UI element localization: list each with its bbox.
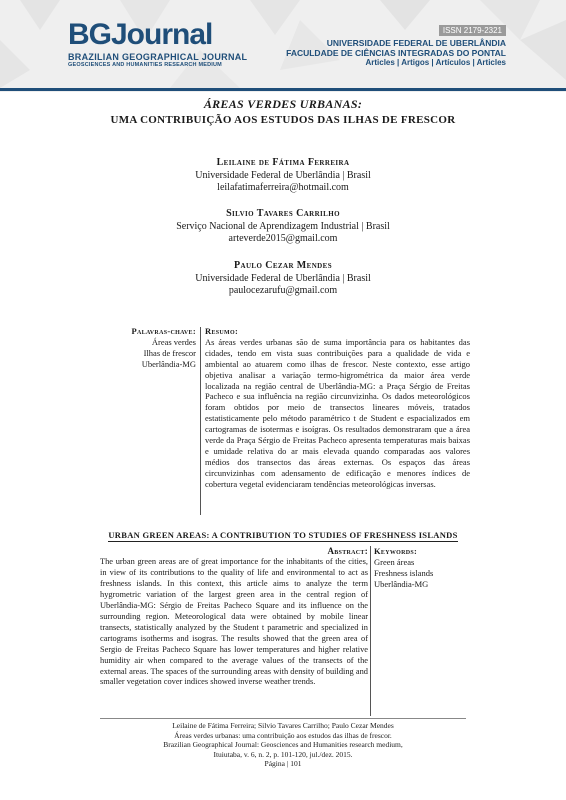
keywords-label: Keywords:	[374, 546, 418, 556]
issn-badge: ISSN 2179-2321	[439, 25, 506, 36]
english-title	[0, 530, 566, 540]
author-block	[0, 208, 566, 246]
article-subtitle: UMA CONTRIBUIÇÃO AOS ESTUDOS DAS ILHAS DE FRESCOR	[110, 114, 456, 126]
abstract-label: Abstract:	[327, 546, 368, 556]
keyword-item: Freshness islands	[374, 568, 434, 578]
resumo-text: As áreas verdes urbanas são de suma importância para os habitantes das cidades, tendo em vista suas contribuições para a qualidade de vida e ambiental ao atuarem como ilhas de frescor. Neste contexto, esse artigo objetiva analisar a variação termo-higrométrica da maior área verde localizada na região central de Uberlândia-MG: a Praça Sérgio de Freitas Pacheco e sua influência na região circunvizinha. Os dados meteorológicos foram obtidos por meio de transectos lineares móveis, tratados estatisticamente pelo método paramétrico t de Student e espacializados em cartogramas de isotermas e isoígras. Os resultados demonstraram que a área verde da Praça Sérgio de Freitas Pacheco apresenta temperaturas mais baixas e umidade relativa do ar mais elevada quando comparadas aos valores médios dos transectos das áreas externas. Os espaços das áreas circunvizinhas com adensamento de edificação e menores índices de cobertura vegetal evidenciaram tendências meteorológicas inversas.	[205, 336, 470, 489]
author-email: paulocezarufu@gmail.com	[228, 285, 338, 296]
section-label: Articles | Artigos | Artículos | Articles	[365, 58, 506, 67]
resumo-label: Resumo:	[205, 326, 239, 336]
keyword-item: Áreas verdes	[151, 337, 196, 347]
faculty-name: FACULDADE DE CIÊNCIAS INTEGRADAS DO PONTAL	[286, 48, 506, 58]
author-name: Silvio Tavares Carrilho	[226, 208, 340, 219]
keyword-item: Green áreas	[374, 557, 415, 567]
author-name: Paulo Cezar Mendes	[234, 260, 332, 271]
author-affiliation: Universidade Federal de Uberlândia | Brasil	[195, 169, 371, 181]
header-divider	[0, 88, 566, 91]
column-divider	[370, 546, 371, 716]
journal-info	[286, 20, 506, 68]
author-block	[0, 157, 566, 195]
citation-footer	[0, 721, 566, 769]
author-email: leilafatimaferreira@hotmail.com	[217, 182, 349, 193]
author-block	[0, 260, 566, 298]
journal-logo	[68, 20, 247, 68]
footer-divider	[100, 718, 466, 719]
logo-tagline: GEOSCIENCES AND HUMANITIES RESEARCH MEDIUM	[68, 62, 222, 68]
keyword-item: Uberlândia-MG	[141, 359, 196, 369]
logo-subtitle: BRAZILIAN GEOGRAPHICAL JOURNAL	[68, 52, 248, 62]
article-title: ÁREAS VERDES URBANAS:	[203, 97, 363, 111]
author-name: Leilaine de Fátima Ferreira	[216, 157, 350, 168]
keyword-item: Uberlândia-MG	[374, 579, 429, 589]
logo-title: BGJournal	[68, 18, 213, 51]
footer-authors: Leilaine de Fátima Ferreira; Silvio Tavares Carrilho; Paulo Cezar Mendes	[172, 721, 394, 730]
keywords	[374, 546, 484, 590]
column-divider	[200, 327, 201, 515]
resumo-section	[205, 326, 470, 490]
author-affiliation: Serviço Nacional de Aprendizagem Industrial | Brasil	[176, 220, 390, 232]
footer-journal: Brazilian Geographical Journal: Geosciences and Humanities research medium,	[163, 740, 403, 750]
page-number: Página | 101	[264, 759, 302, 769]
footer-volume: Ituiutaba, v. 6, n. 2, p. 101-120, jul./dez. 2015.	[213, 749, 353, 759]
palavras-chave-label: Palavras-chave:	[131, 326, 196, 336]
author-email: arteverde2015@gmail.com	[228, 233, 338, 244]
abstract-text: The urban green areas are of great importance for the inhabitants of the cities, in view of its contributions to the quality of life and environmental to act as freshness islands. In this context, this article aims to analyze the term hygrometric variation of the largest green area in the central region of Uberlândia-MG: Sérgio de Freitas Pacheco Square and its influence on the surrounding region. Meteorological data were obtained by mobile linear transects, statistically analyzed by the Student t parametric and specialized in cartograms isotherms and isogras. The results showed that the green area of Sergio de Freitas Pacheco Square has lower temperatures and higher relative humidity air when compared to the average values of the transects of the external areas. The spaces of the surrounding areas with density of building and smaller vegetation cover indices showed inverse weather trends.	[100, 557, 368, 687]
university-name: UNIVERSIDADE FEDERAL DE UBERLÂNDIA	[326, 38, 506, 48]
english-title-text: URBAN GREEN AREAS: A CONTRIBUTION TO STUDIES OF FRESHNESS ISLANDS	[108, 530, 458, 540]
author-affiliation: Universidade Federal de Uberlândia | Brasil	[195, 272, 371, 284]
footer-title: Áreas verdes urbanas: uma contribuição aos estudos das ilhas de frescor.	[174, 730, 392, 740]
palavras-chave	[100, 326, 196, 370]
keyword-item: Ilhas de frescor	[143, 348, 196, 358]
